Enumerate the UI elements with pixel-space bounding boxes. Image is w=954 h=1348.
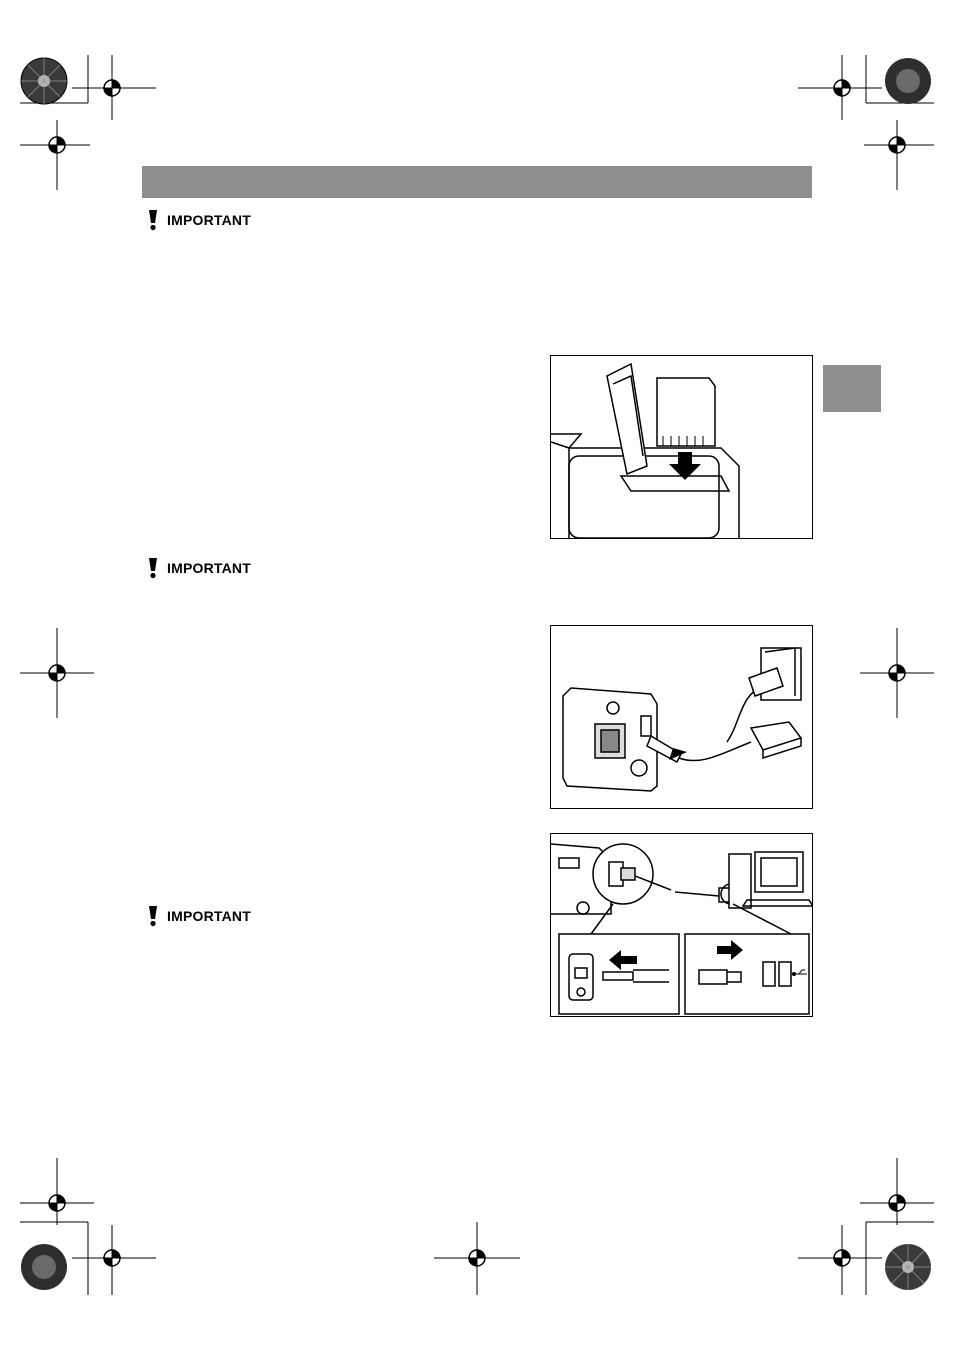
section-header-bar <box>142 166 812 198</box>
chapter-side-tab <box>823 365 881 412</box>
exclamation-icon <box>147 905 159 927</box>
exclamation-icon <box>147 557 159 579</box>
important-label: IMPORTANT <box>167 908 251 924</box>
important-label: IMPORTANT <box>167 560 251 576</box>
exclamation-icon <box>147 209 159 231</box>
ac-adapter-illustration <box>551 626 812 808</box>
memory-card-figure <box>550 355 813 539</box>
important-note-2 <box>147 557 251 579</box>
ac-adapter-figure <box>550 625 813 809</box>
important-note-1 <box>147 209 251 231</box>
usb-connection-figure <box>550 833 813 1017</box>
usb-connection-illustration <box>551 834 812 1016</box>
important-label: IMPORTANT <box>167 212 251 228</box>
important-note-3 <box>147 905 251 927</box>
memory-card-illustration <box>551 356 812 538</box>
